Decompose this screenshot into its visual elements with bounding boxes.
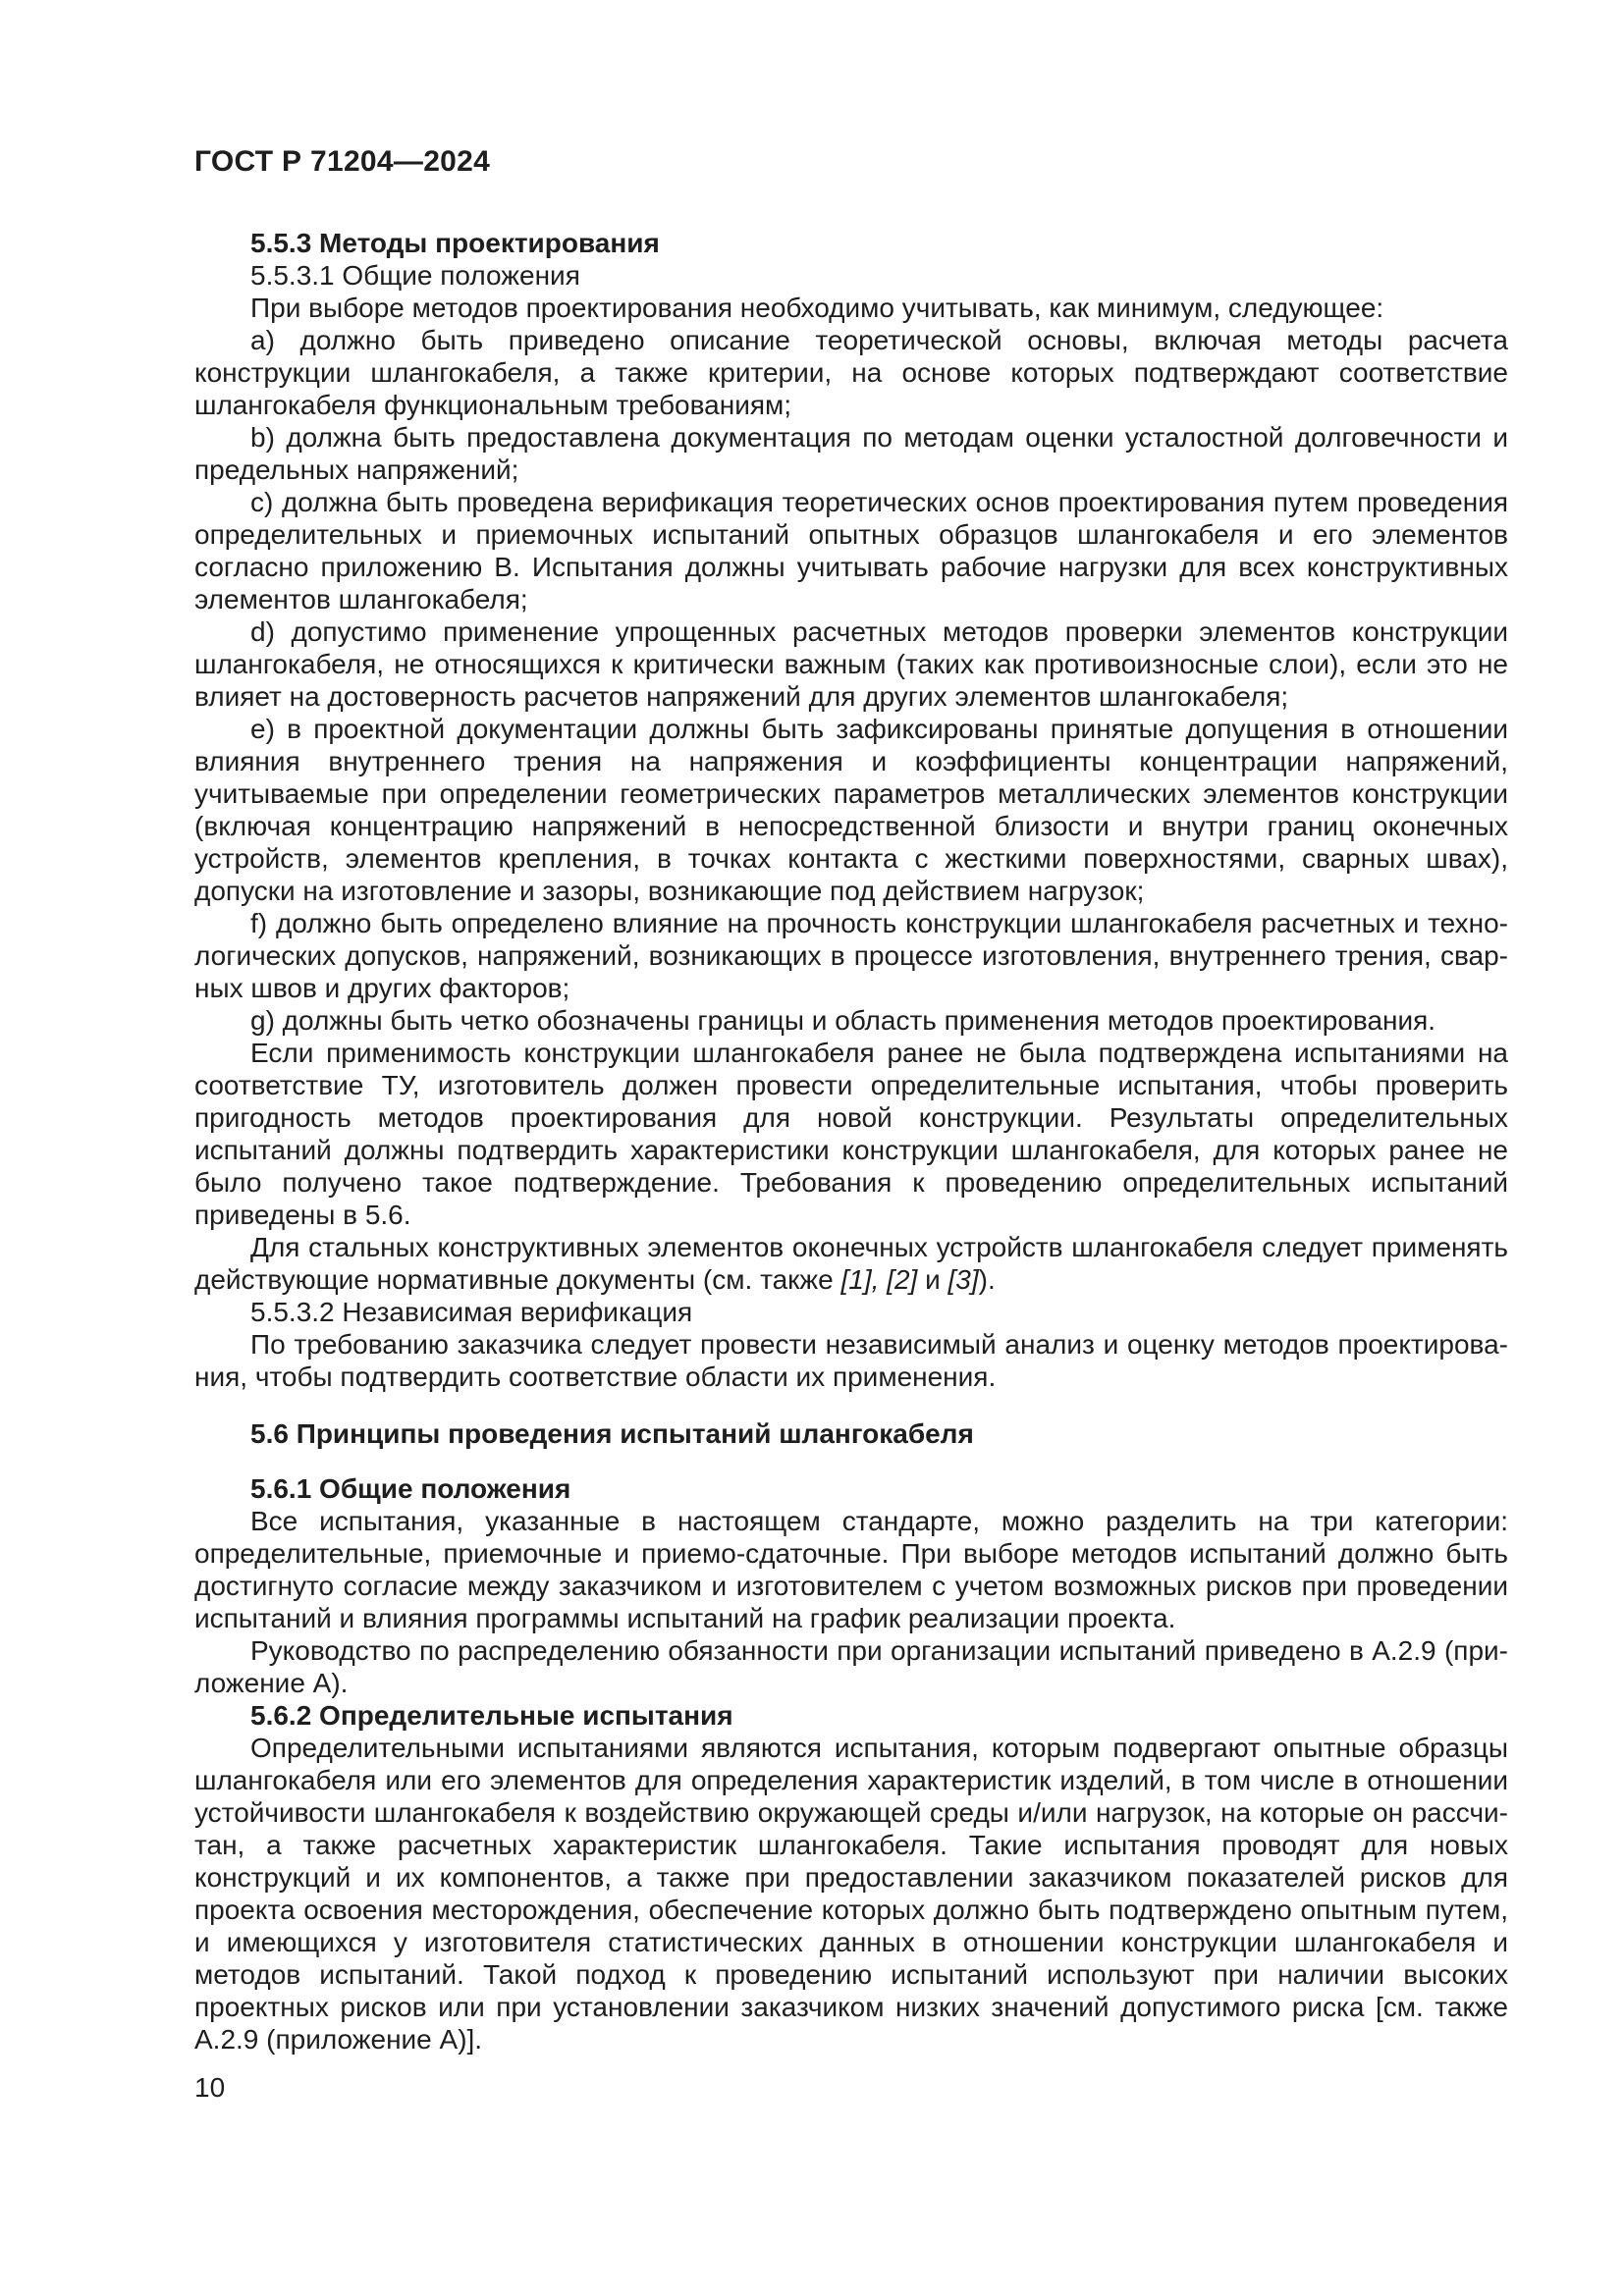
paragraph-text: Для стальных конструктивных элементов оконечных устройств шлангокабеля следует применять действующие нормативные документы (см. также bbox=[194, 1232, 1508, 1295]
section-heading-5-6-2: 5.6.2 Определительные испытания bbox=[250, 1700, 733, 1731]
list-item-b: b) должна быть предоставлена документация по методам оценки усталостной долговечности и предельных напряжений; bbox=[194, 422, 1508, 485]
paragraph: Если применимость конструкции шлангокабеля ранее не была подтверждена испытаниями на соответствие ТУ, изготовитель должен провести определительные испытания, чтобы проверить пригодность методов проектирования для новой конструкции. Результаты определительных испытаний должны подтвердить характеристики конструкции шлангокабеля, для которых ранее не было получено такое подтверждение. Требования к проведению определительных испытаний приведены в 5.6. bbox=[194, 1038, 1508, 1230]
page-number: 10 bbox=[194, 2072, 226, 2103]
list-item-f: f) должно быть определено влияние на прочность конструкции шлангокабеля расчетных и технологических допусков, напряжений, возникающих в процессе изготовления, внутреннего трения, сварных швов и других факторов; bbox=[194, 908, 1508, 1003]
list-item-a: a) должно быть приведено описание теоретической основы, включая методы расчета конструкции шлангокабеля, а также критерии, на основе которых подтверждают соответствие шлангокабеля функциональным требованиям; bbox=[194, 325, 1508, 420]
list-item-e: e) в проектной документации должны быть зафиксированы принятые допущения в отношении влияния внутреннего трения на напряжения и коэффициенты концентрации напряжений, учитываемые при определении геометрических параметров металлических элементов конструкции (включая концентрацию напряжений в непосредственной близости и внутри границ оконечных устройств, элементов крепления, в точках контакта с жесткими поверхностями, сварных швах), допуски на изготовление и зазоры, возникающие под действием нагрузок; bbox=[194, 714, 1508, 906]
paragraph: Определительными испытаниями являются испытания, которым подвергают опытные образцы шлангокабеля или его элементов для определения характеристик изделий, в том числе в отношении устойчивости шлангокабеля к воздействию окружающей среды и/или нагрузок, на которые он рассчитан, а также расчетных характеристик шлангокабеля. Такие испытания проводят для новых конструкций и их компонентов, а также при предоставлении заказчиком показателей рисков для проекта освоения месторождения, обеспечение которых должно быть подтверждено опытным путем, и имеющихся у изготовителя статистических данных в отношении конструкции шлангокабеля и методов испытаний. Такой подход к проведению испытаний используют при наличии высоких проектных рисков или при установлении заказчиком низких значений допустимого риска [см. также А.2.9 (приложение А)]. bbox=[194, 1733, 1508, 2055]
paragraph-text: и bbox=[917, 1264, 948, 1295]
paragraph-text: ). bbox=[978, 1264, 996, 1295]
document-body bbox=[194, 227, 1508, 2056]
list-item-d: d) допустимо применение упрощенных расчетных методов проверки элементов конструкции шлангокабеля, не относящихся к критически важным (таких как противоизносные слои), если это не влияет на достоверность расчетов напряжений для других элементов шлангокабеля; bbox=[194, 616, 1508, 712]
section-heading-5-5-3: 5.5.3 Методы проектирования bbox=[250, 228, 660, 258]
paragraph-with-references bbox=[194, 1231, 1508, 1296]
bibliography-reference: [1], [2] bbox=[840, 1264, 918, 1295]
paragraph: По требованию заказчика следует провести независимый анализ и оценку методов проектирования, чтобы подтвердить соответствие области их применения. bbox=[194, 1329, 1508, 1392]
section-heading-5-6: 5.6 Принципы проведения испытаний шлангокабеля bbox=[250, 1418, 974, 1449]
paragraph: Руководство по распределению обязанности при организации испытаний приведено в А.2.9 (приложение А). bbox=[194, 1635, 1508, 1698]
bibliography-reference: [3] bbox=[947, 1264, 979, 1295]
list-item-c: c) должна быть проведена верификация теоретических основ проектирования путем проведения определительных и приемочных испытаний опытных образцов шлангокабеля и его элементов согласно приложению В. Испытания должны учитывать рабочие нагрузки для всех конструктивных элементов шлангокабеля; bbox=[194, 487, 1508, 614]
section-heading-5-6-1: 5.6.1 Общие положения bbox=[250, 1473, 571, 1504]
clause-title-5-5-3-1: 5.5.3.1 Общие положения bbox=[250, 260, 580, 291]
list-item-g: g) должны быть четко обозначены границы и область применения методов проектирования. bbox=[250, 1005, 1436, 1036]
clause-title-5-5-3-2: 5.5.3.2 Независимая верификация bbox=[250, 1297, 693, 1327]
paragraph: Все испытания, указанные в настоящем стандарте, можно разделить на три категории: определительные, приемочные и приемо-сдаточные. При выборе методов испытаний должно быть достигнуто согласие между заказчиком и изготовителем с учетом возможных рисков при проведении испытаний и влияния программы испытаний на график реализации проекта. bbox=[194, 1506, 1508, 1633]
paragraph-intro: При выборе методов проектирования необходимо учитывать, как минимум, следующее: bbox=[250, 293, 1384, 323]
document-standard-number: ГОСТ Р 71204—2024 bbox=[194, 145, 491, 178]
